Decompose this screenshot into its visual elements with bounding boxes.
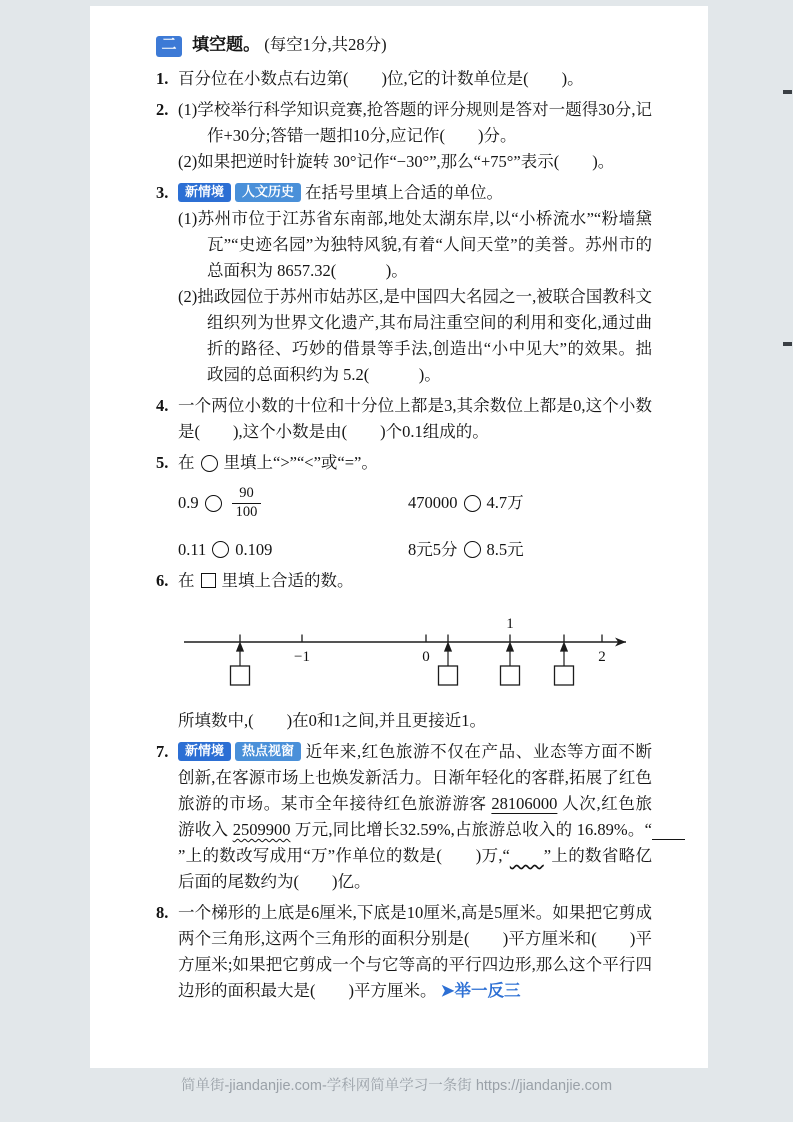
- number-line-figure: [180, 602, 652, 706]
- section-score-note: (每空1分,共28分): [264, 35, 387, 54]
- question-2: [156, 97, 652, 175]
- question-7: [156, 739, 652, 895]
- wavy-blank-line: [510, 846, 544, 865]
- intro-text: 在: [178, 570, 195, 590]
- numberline-label-0: 0: [422, 648, 430, 665]
- right-value: 8.5元: [486, 539, 524, 559]
- question-number: 2.: [156, 100, 169, 119]
- answer-box-icon: [201, 573, 216, 588]
- compare-circle-icon: [464, 495, 481, 512]
- left-value: 0.11: [178, 539, 207, 559]
- sub-question-2: [178, 149, 652, 175]
- intro-text: 在括号里填上合适的单位。: [305, 183, 504, 202]
- question-intro: [178, 450, 652, 476]
- section-number-badge: 二: [156, 36, 182, 57]
- sub-text: 如果把逆时针旋转 30°记作“−30°”,那么“+75°”表示( )。: [197, 152, 615, 171]
- sub-label: (1): [178, 100, 198, 119]
- topic-badge: 热点视窗: [235, 742, 301, 761]
- wavy-underlined-number: 2509900: [232, 819, 291, 839]
- question-4: [156, 393, 652, 445]
- text-segment: 人次,红色旅游收入: [178, 793, 653, 839]
- question-text: [178, 739, 652, 895]
- intro-text: 里填上“>”“<”或“=”。: [223, 453, 378, 472]
- question-intro: [178, 180, 652, 206]
- fraction-numerator: 90: [232, 486, 262, 504]
- fraction: [232, 486, 262, 521]
- comparison-item: [178, 486, 408, 521]
- question-number: 6.: [156, 570, 169, 590]
- print-registration-mark: [783, 90, 792, 94]
- question-number: 8.: [156, 902, 169, 922]
- sub-question-1: [178, 97, 652, 149]
- compare-circle-icon: [201, 455, 218, 472]
- comparison-item: [178, 537, 408, 563]
- text-segment: ”上的数改写成用“万”作单位的数是( )万,“: [178, 845, 510, 865]
- question-text: 所填数中,( )在0和1之间,并且更接近1。: [178, 710, 486, 730]
- intro-text: 里填上合适的数。: [221, 570, 354, 590]
- underlined-number: 28106000: [491, 793, 558, 813]
- comparison-row: [178, 486, 652, 521]
- question-number: 5.: [156, 453, 169, 472]
- compare-circle-icon: [205, 495, 222, 512]
- left-value: 0.9: [178, 493, 199, 513]
- sub-question-1: [178, 206, 652, 284]
- sub-text: 拙政园位于苏州市姑苏区,是中国四大名园之一,被联合国教科文组织列为世界文化遗产,其布局注重空间的利用和变化,通过曲折的路径、巧妙的借景等手法,创造出“小中见大”的效果。拙政园的总面积约为 5.2( )。: [197, 287, 652, 384]
- text-segment: 一个梯形的上底是6厘米,下底是10厘米,高是5厘米。如果把它剪成两个三角形,这两个三角形的面积分别是( )平方厘米和( )平方厘米;如果把它剪成一个与它等高的平行四边形,那么这个平行四边形的面积最大是( )平方厘米。: [178, 902, 652, 1000]
- text-segment: 近年来,红色旅游不仅在产品、业态等方面不断创新,在客源市场上也焕发新活力。日渐年轻化的客群,拓展了红色旅游的市场。某市全年接待红色旅游游客: [178, 741, 652, 813]
- numberline-label-2: 2: [598, 648, 606, 665]
- section-header: [156, 32, 652, 58]
- right-value: 0.109: [235, 539, 273, 559]
- compare-circle-icon: [212, 541, 229, 558]
- text-segment: 万元,同比增长32.59%,占旅游总收入的 16.89%。“: [290, 819, 652, 839]
- question-3: [156, 180, 652, 388]
- compare-circle-icon: [464, 541, 481, 558]
- sub-label: (1): [178, 209, 198, 228]
- text-segment: ”上的数省略亿后面的尾数约为( )亿。: [178, 845, 652, 891]
- print-registration-mark: [783, 342, 792, 346]
- question-text: 百分位在小数点右边第( )位,它的计数单位是( )。: [178, 69, 584, 88]
- question-number: 3.: [156, 183, 169, 202]
- fraction-denominator: 100: [235, 503, 258, 520]
- sub-label: (2): [178, 287, 198, 306]
- left-value: 470000: [408, 493, 458, 513]
- sub-label: (2): [178, 152, 198, 171]
- question-number: 7.: [156, 741, 169, 761]
- intro-text: 在: [178, 453, 195, 472]
- site-footer-text: 简单街-jiandanjie.com-学科网简单学习一条街 https://jiandanjie.com: [180, 1078, 613, 1094]
- paper-card: [90, 6, 708, 1068]
- context-badge: 新情境: [178, 183, 231, 202]
- comparison-row: [178, 537, 652, 563]
- numberline-label-minus1: −1: [294, 648, 310, 665]
- analogy-practice-link: ➤举一反三: [440, 980, 521, 1000]
- numberline-label-1: 1: [506, 615, 514, 632]
- question-intro: [178, 568, 652, 594]
- question-number: 4.: [156, 396, 169, 415]
- sub-text: 学校举行科学知识竞赛,抢答题的评分规则是答对一题得30分,记作+30分;答错一题扣10分,应记作( )分。: [197, 100, 652, 145]
- section-title: 填空题。: [192, 35, 261, 54]
- question-text: 一个两位小数的十位和十分位上都是3,其余数位上都是0,这个小数是( ),这个小数是由( )个0.1组成的。: [178, 396, 652, 441]
- sub-text: 苏州市位于江苏省东南部,地处太湖东岸,以“小桥流水”“粉墙黛瓦”“史迹名园”为独特风貌,有着“人间天堂”的美誉。苏州市的总面积为 8657.32( )。: [197, 209, 652, 280]
- topic-badge: 人文历史: [235, 183, 301, 202]
- question-1: [156, 66, 652, 92]
- question-8: [156, 900, 652, 1004]
- comparison-item: [408, 490, 638, 516]
- question-5: [156, 450, 652, 563]
- question-text: [178, 900, 652, 1004]
- comparison-item: [408, 537, 638, 563]
- sub-question-2: [178, 284, 652, 388]
- comparison-rows: [178, 486, 652, 563]
- right-value: 4.7万: [486, 493, 524, 513]
- straight-blank-line: [652, 820, 685, 839]
- question-6: [156, 568, 652, 734]
- context-badge: 新情境: [178, 742, 231, 761]
- left-value: 8元5分: [408, 539, 458, 559]
- question-number: 1.: [156, 69, 169, 88]
